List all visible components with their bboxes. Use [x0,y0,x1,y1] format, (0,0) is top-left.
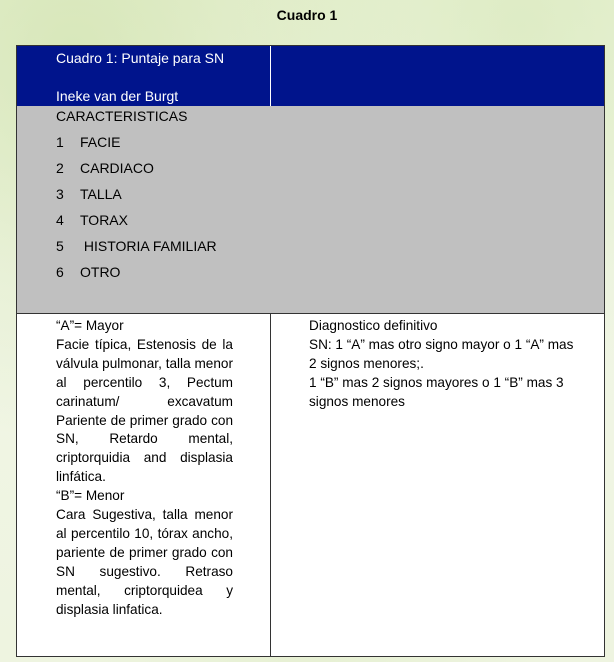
list-item-label: TORAX [80,212,128,228]
major-criteria-text: Facie típica, Estenosis de la válvula pulmonar, talla menor al percentilo 3, Pectum carinatum/ excavatum Pariente de primer grado con SN, Retardo mental, criptorquidia and displasia linfática. [56,336,233,485]
list-item-number: 5 [56,238,64,254]
table-header-author: Ineke van der Burgt [56,88,179,104]
column-divider [270,46,271,106]
criteria-row [17,313,604,656]
diagnosis-cell [309,317,579,412]
table-header-title: Cuadro 1: Puntaje para SN [56,50,225,66]
list-item-label: HISTORIA FAMILIAR [80,238,217,254]
list-item [56,238,217,254]
list-item [56,212,128,228]
diagnosis-rule-a: SN: 1 “A” mas otro signo mayor o 1 “A” mas 2 signos menores;. [309,336,574,371]
minor-criteria-text: Cara Sugestiva, talla menor al percentilo 10, tórax ancho, pariente de primer grado con SN sugestivo. Retraso mental, criptorquidea y displasia linfatica. [56,507,233,617]
list-item-number: 4 [56,212,64,228]
characteristics-row [17,106,604,313]
list-item [56,264,120,280]
major-heading: “A”= Mayor [56,318,124,333]
list-item-number: 2 [56,160,64,176]
characteristics-heading: CARACTERISTICAS [56,108,188,124]
table-header-row [17,46,604,106]
minor-heading: “B”= Menor [56,488,125,504]
list-item [56,186,122,202]
score-table [16,45,605,657]
list-item [56,160,154,176]
list-item-number: 6 [56,264,64,280]
list-item-number: 1 [56,134,64,150]
list-item [56,134,120,150]
list-item-label: CARDIACO [80,160,154,176]
list-item-label: OTRO [80,264,121,280]
diagnosis-heading: Diagnostico definitivo [309,318,438,333]
page-title: Cuadro 1 [276,7,338,23]
criteria-left-cell [56,317,233,620]
diagnosis-rule-b: 1 “B” mas 2 signos mayores o 1 “B” mas 3 signos menores [309,374,564,409]
list-item-number: 3 [56,186,64,202]
list-item-label: TALLA [80,186,122,202]
list-item-label: FACIE [80,134,121,150]
column-divider [270,314,271,656]
